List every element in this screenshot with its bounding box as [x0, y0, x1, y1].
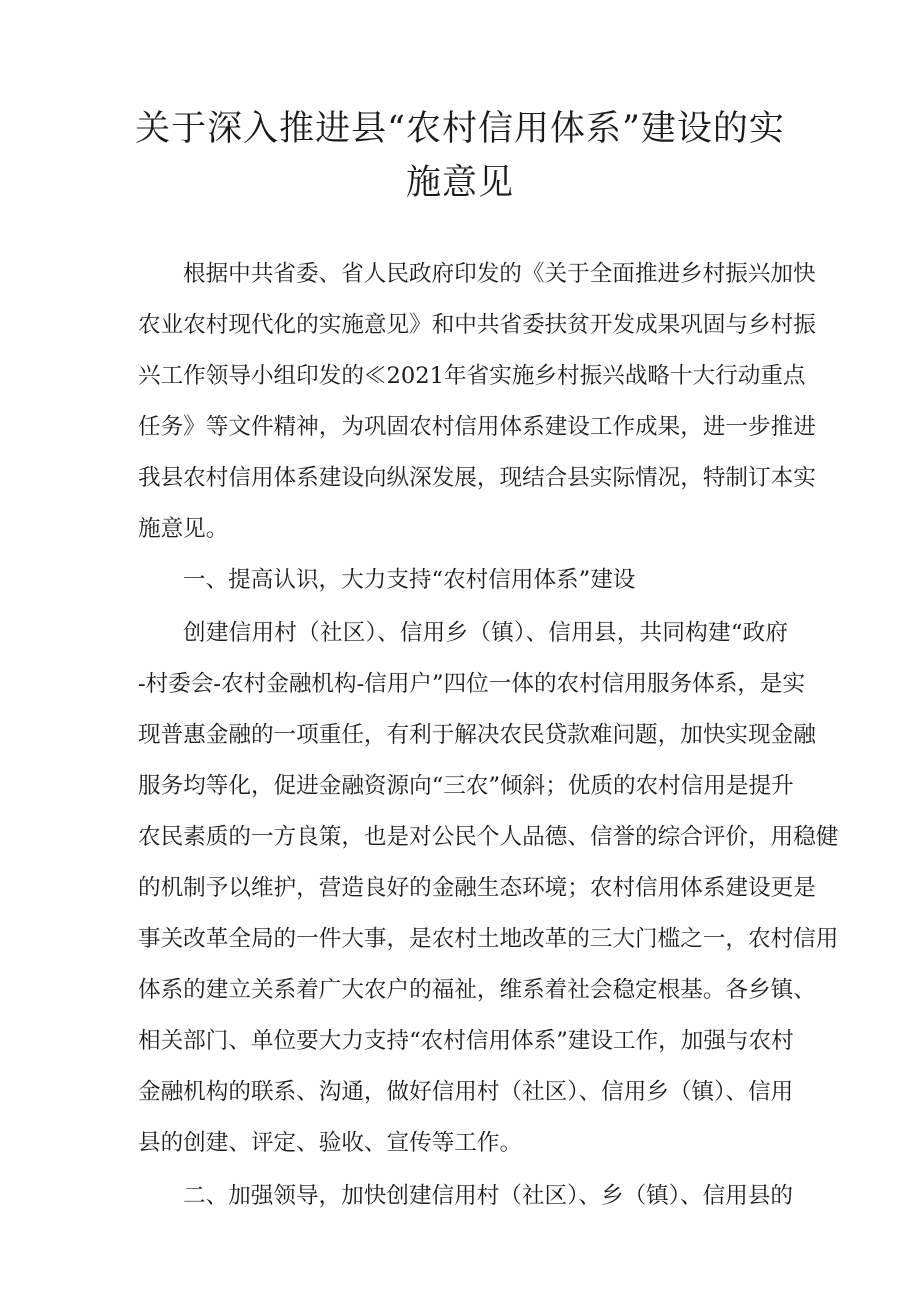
paragraph-1-line-6: 施意见。: [138, 516, 229, 542]
paragraph-2-line-8: 体系的建立关系着广大农户的福祉，维系着社会稳定根基。各乡镇、: [138, 977, 816, 1003]
paragraph-2-line-1: 创建信用村（社区）、信用乡（镇）、信用县，共同构建“政府: [183, 620, 788, 646]
paragraph-2-line-6: 的机制予以维护，营造良好的金融生态环境；农村信用体系建设更是: [138, 875, 816, 901]
paragraph-2-line-5: 农民素质的一方良策，也是对公民个人品德、信誉的综合评价，用稳健: [138, 824, 839, 850]
section-heading-2: 二、加强领导，加快创建信用村（社区）、乡（镇）、信用县的: [183, 1183, 794, 1209]
document-title-line-2: 施意见: [405, 163, 514, 203]
paragraph-2-line-9: 相关部门、单位要大力支持“农村信用体系”建设工作，加强与农村: [138, 1028, 794, 1054]
paragraph-1-line-1: 根据中共省委、省人民政府印发的《关于全面推进乡村振兴加快: [183, 261, 816, 287]
paragraph-2-line-2: -村委会-农村金融机构-信用户”四位一体的农村信用服务体系，是实: [138, 671, 806, 697]
paragraph-2-line-11: 县的创建、评定、验收、宣传等工作。: [138, 1130, 523, 1156]
paragraph-1-line-4: 任务》等文件精神，为巩固农村信用体系建设工作成果，进一步推进: [138, 414, 816, 440]
paragraph-2-line-3: 现普惠金融的一项重任，有利于解决农民贷款难问题，加快实现金融: [138, 722, 816, 748]
paragraph-1-line-5: 我县农村信用体系建设向纵深发展，现结合县实际情况，特制订本实: [138, 465, 816, 491]
paragraph-2-line-4: 服务均等化，促进金融资源向“三农”倾斜；优质的农村信用是提升: [138, 773, 794, 799]
paragraph-2-line-10: 金融机构的联系、沟通，做好信用村（社区）、信用乡（镇）、信用: [138, 1079, 794, 1105]
paragraph-1-line-2: 农业农村现代化的实施意见》和中共省委扶贫开发成果巩固与乡村振: [138, 312, 816, 338]
section-heading-1: 一、提高认识，大力支持“农村信用体系”建设: [183, 567, 636, 593]
paragraph-2-line-7: 事关改革全局的一件大事，是农村土地改革的三大门槛之一，农村信用: [138, 926, 839, 952]
document-title-line-1: 关于深入推进县“农村信用体系”建设的实: [135, 109, 785, 149]
paragraph-1-line-3: 兴工作领导小组印发的≪2021年省实施乡村振兴战略十大行动重点: [138, 363, 806, 389]
